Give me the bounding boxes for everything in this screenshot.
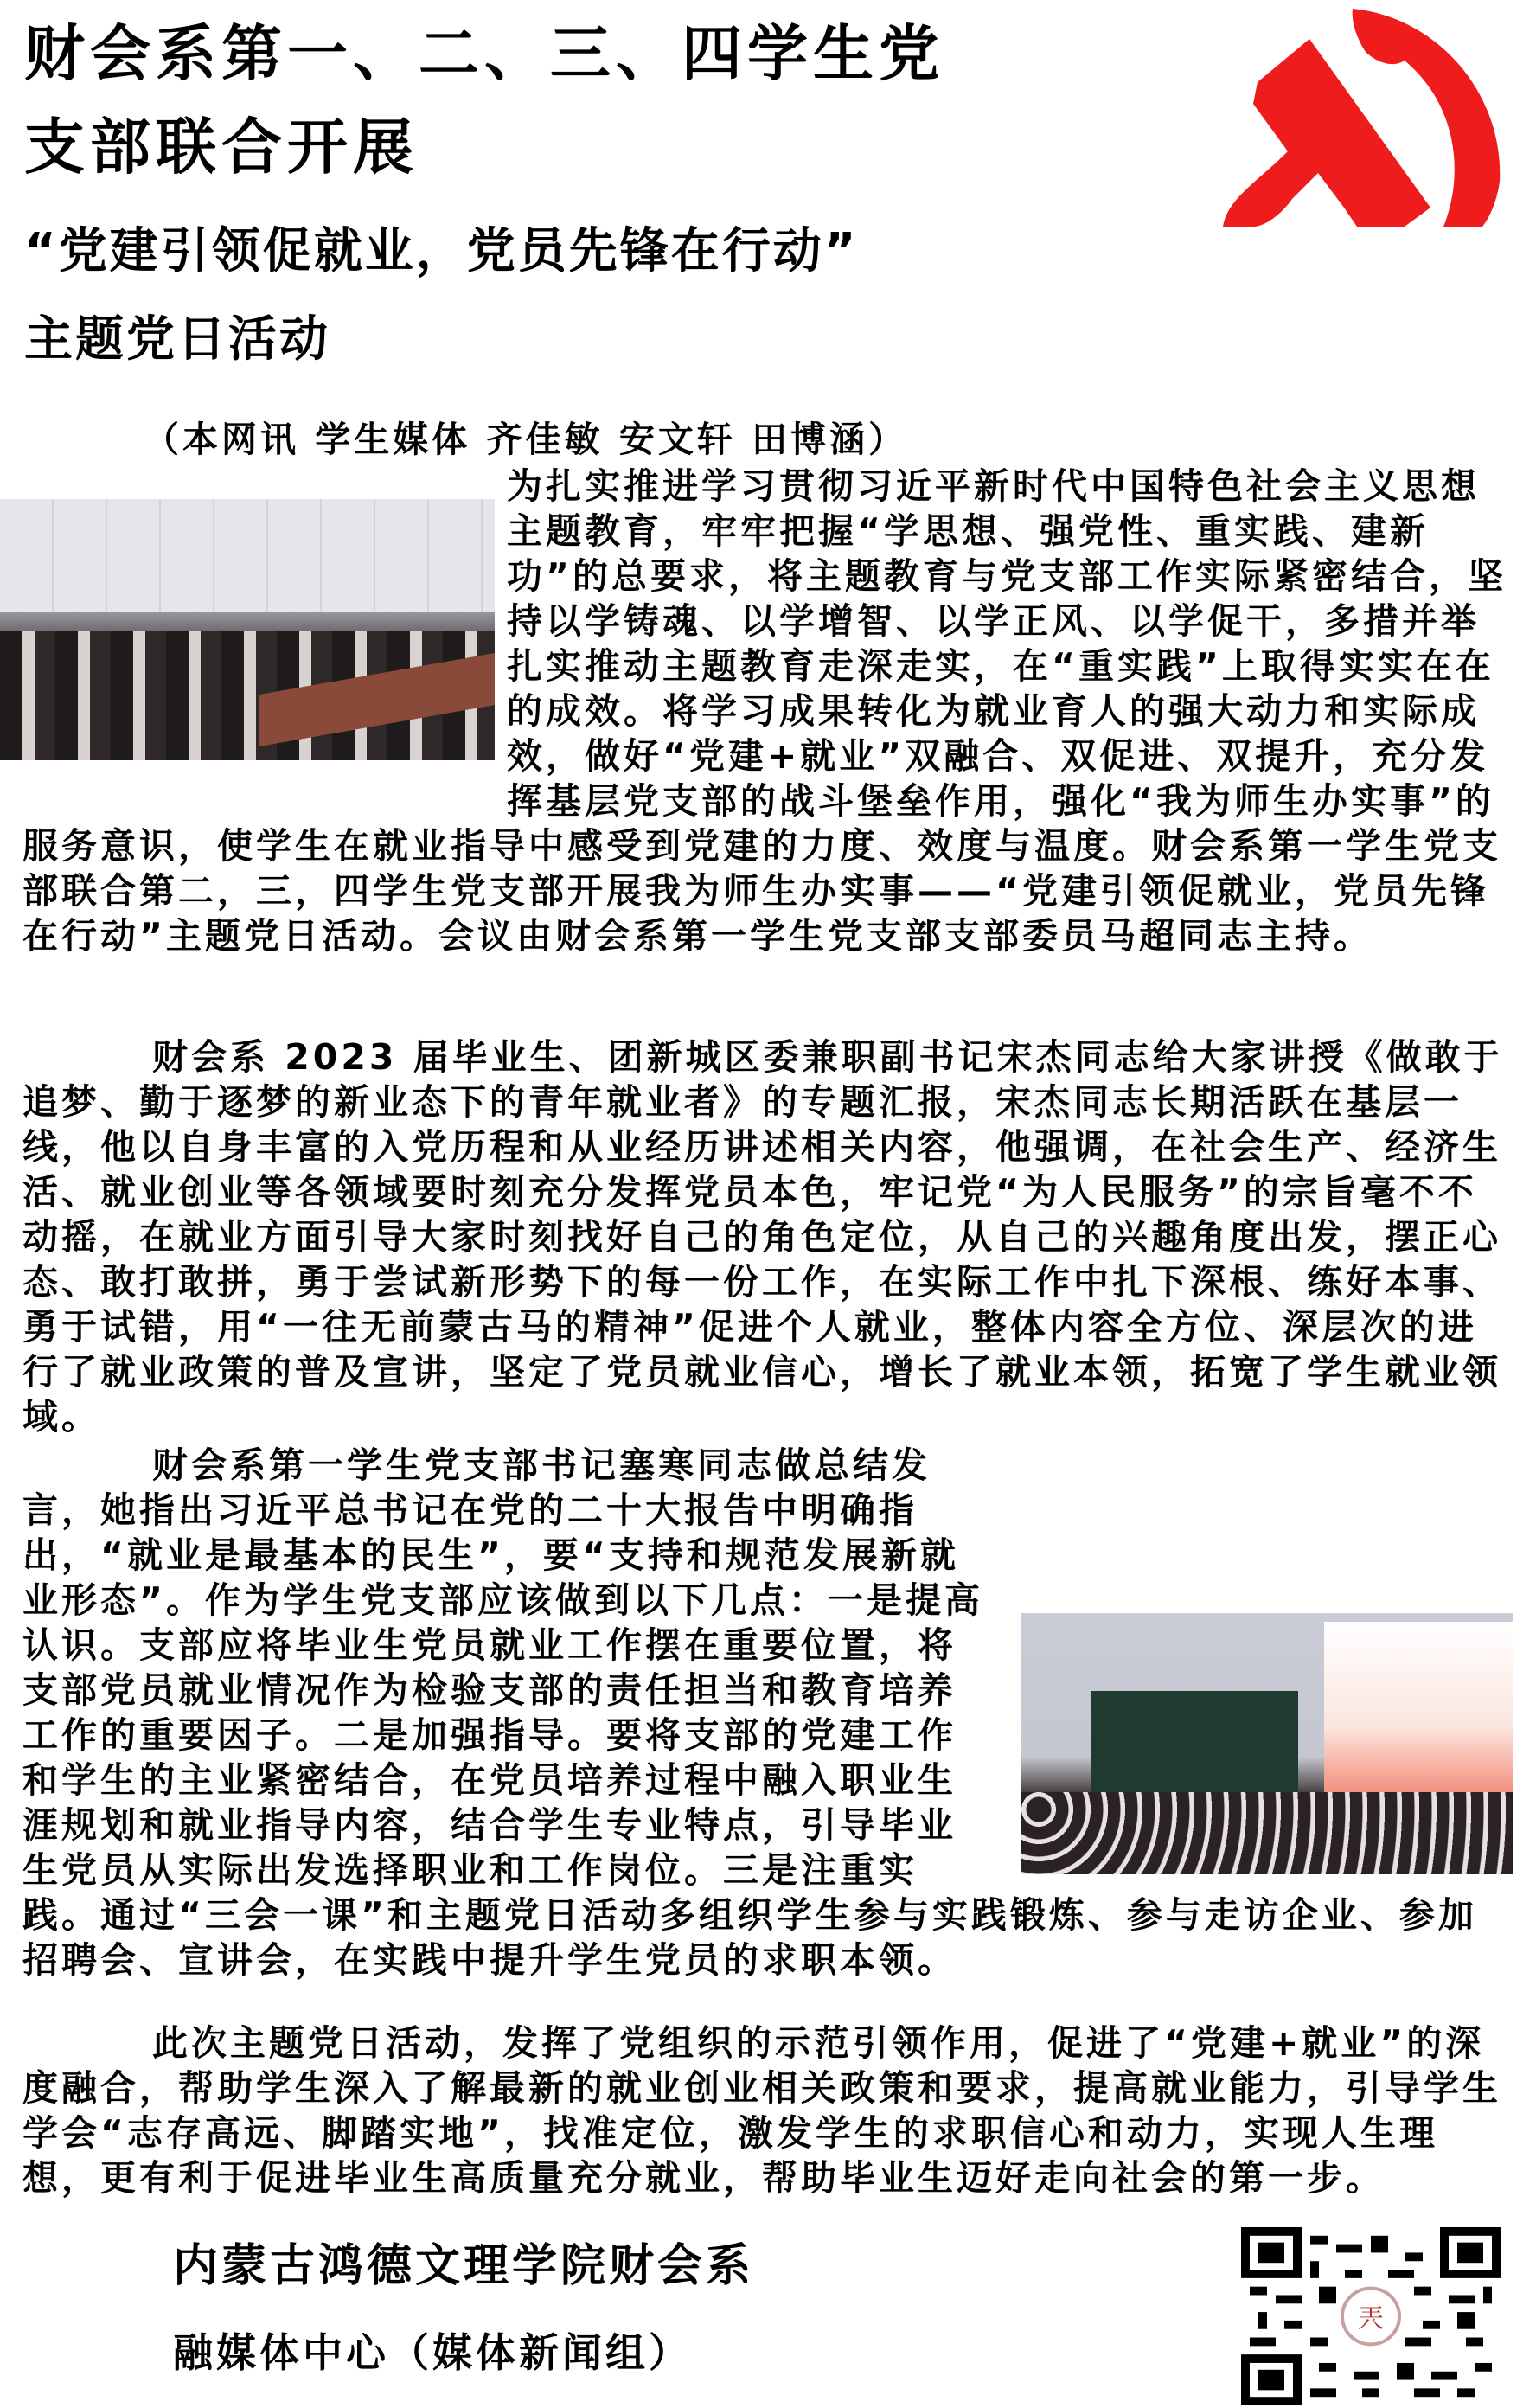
paragraph-2: 财会系 2023 届毕业生、团新城区委兼职副书记宋杰同志给大家讲授《做敢于追梦、勤于逐梦的新业态下的青年就业者》的专题汇报，宋杰同志长期活跃在基层一线，他以自身丰富的入党历程和从业经历讲述相关内容，他强调，在社会生产、经济生活、就业创业等各领域要时刻充分发挥党员本色，牢记党“为人民服务”的宗旨毫不不动摇，在就业方面引导大家时刻找好自己的角色定位，从自己的兴趣角度出发，摆正心态、敢打敢拼，勇于尝试新形势下的每一份工作，在实际工作中扎下深根、练好本事、勇于试错，用“一往无前蒙古马的精神”促进个人就业，整体内容全方位、深层次的进行了就业政策的普及宣讲，坚定了党员就业信心，增长了就业本领，拓宽了学生就业领域。: [22, 1036, 1503, 1438]
media-center-name: 融媒体中心（媒体新闻组）: [173, 2329, 692, 2376]
byline: （本网讯 学生媒体 齐佳敏 安文轩 田博涵）: [144, 419, 908, 460]
subtitle-line-1: “党建引领促就业，党员先锋在行动”: [24, 223, 859, 279]
headline-line-2: 支部联合开展: [24, 112, 419, 183]
subtitle-line-2: 主题党日活动: [24, 311, 330, 368]
paragraph-3: [22, 1443, 1514, 1982]
paragraph-1-text: 为扎实推进学习贯彻习近平新时代中国特色社会主义思想主题教育，牢牢把握“学思想、强党性、重实践、建新功”的总要求，将主题教育与党支部工作实际紧密结合，坚持以学铸魂、以学增智、以学正风、以学促干，多措并举扎实推动主题教育走深走实，在“重实践”上取得实实在在的成效。将学习成果转化为就业育人的强大动力和实际成效，做好“党建+就业”双融合、双促进、双提升，充分发挥基层党支部的战斗堡垒作用，强化“我为师生办实事”的服务意识，使学生在就业指导中感受到党建的力度、效度与温度。财会系第一学生党支部联合第二，三，四学生党支部开展我为师生办实事——“党建引领促就业，党员先锋在行动”主题党日活动。会议由财会系第一学生党支部支部委员马超同志主持。: [22, 465, 1507, 957]
paragraph-3-text: 财会系第一学生党支部书记塞寒同志做总结发言，她指出习近平总书记在党的二十大报告中明确指出，“就业是最基本的民生”，要“支持和规范发展新就业形态”。作为学生党支部应该做到以下几点：一是提高认识。支部应将毕业生党员就业工作摆在重要位置，将支部党员就业情况作为检验支部的责任担当和教育培养工作的重要因子。二是加强指导。要将支部的党建工作和学生的主业紧密结合，在党员培养过程中融入职业生涯规划和就业指导内容，结合学生专业特点，引导毕业生党员从实际出发选择职业和工作岗位。三是注重实践。通过“三会一课”和主题党日活动多组织学生参与实践锻炼、参与走访企业、参加招聘会、宣讲会，在实践中提升学生党员的求职本领。: [22, 1444, 1477, 1981]
qr-code-icon[interactable]: [1241, 2227, 1501, 2405]
paragraph-4: 此次主题党日活动，发挥了党组织的示范引领作用，促进了“党建+就业”的深度融合，帮助学生深入了解最新的就业创业相关政策和要求，提高就业能力，引导学生学会“志存高远、脚踏实地”，找准定位，激发学生的求职信心和动力，实现人生理想，更有利于促进毕业生高质量充分就业，帮助毕业生迈好走向社会的第一步。: [22, 2022, 1501, 2199]
svg-text:兲: 兲: [1357, 2304, 1385, 2334]
party-emblem-icon: [1206, 0, 1517, 227]
article-body: [22, 417, 1514, 462]
paragraph-1: [22, 464, 1514, 958]
byline-line: [22, 417, 1514, 462]
headline-line-1: 财会系第一、二、三、四学生党: [24, 18, 944, 89]
organization-name: 内蒙古鸿德文理学院财会系: [173, 2240, 755, 2292]
